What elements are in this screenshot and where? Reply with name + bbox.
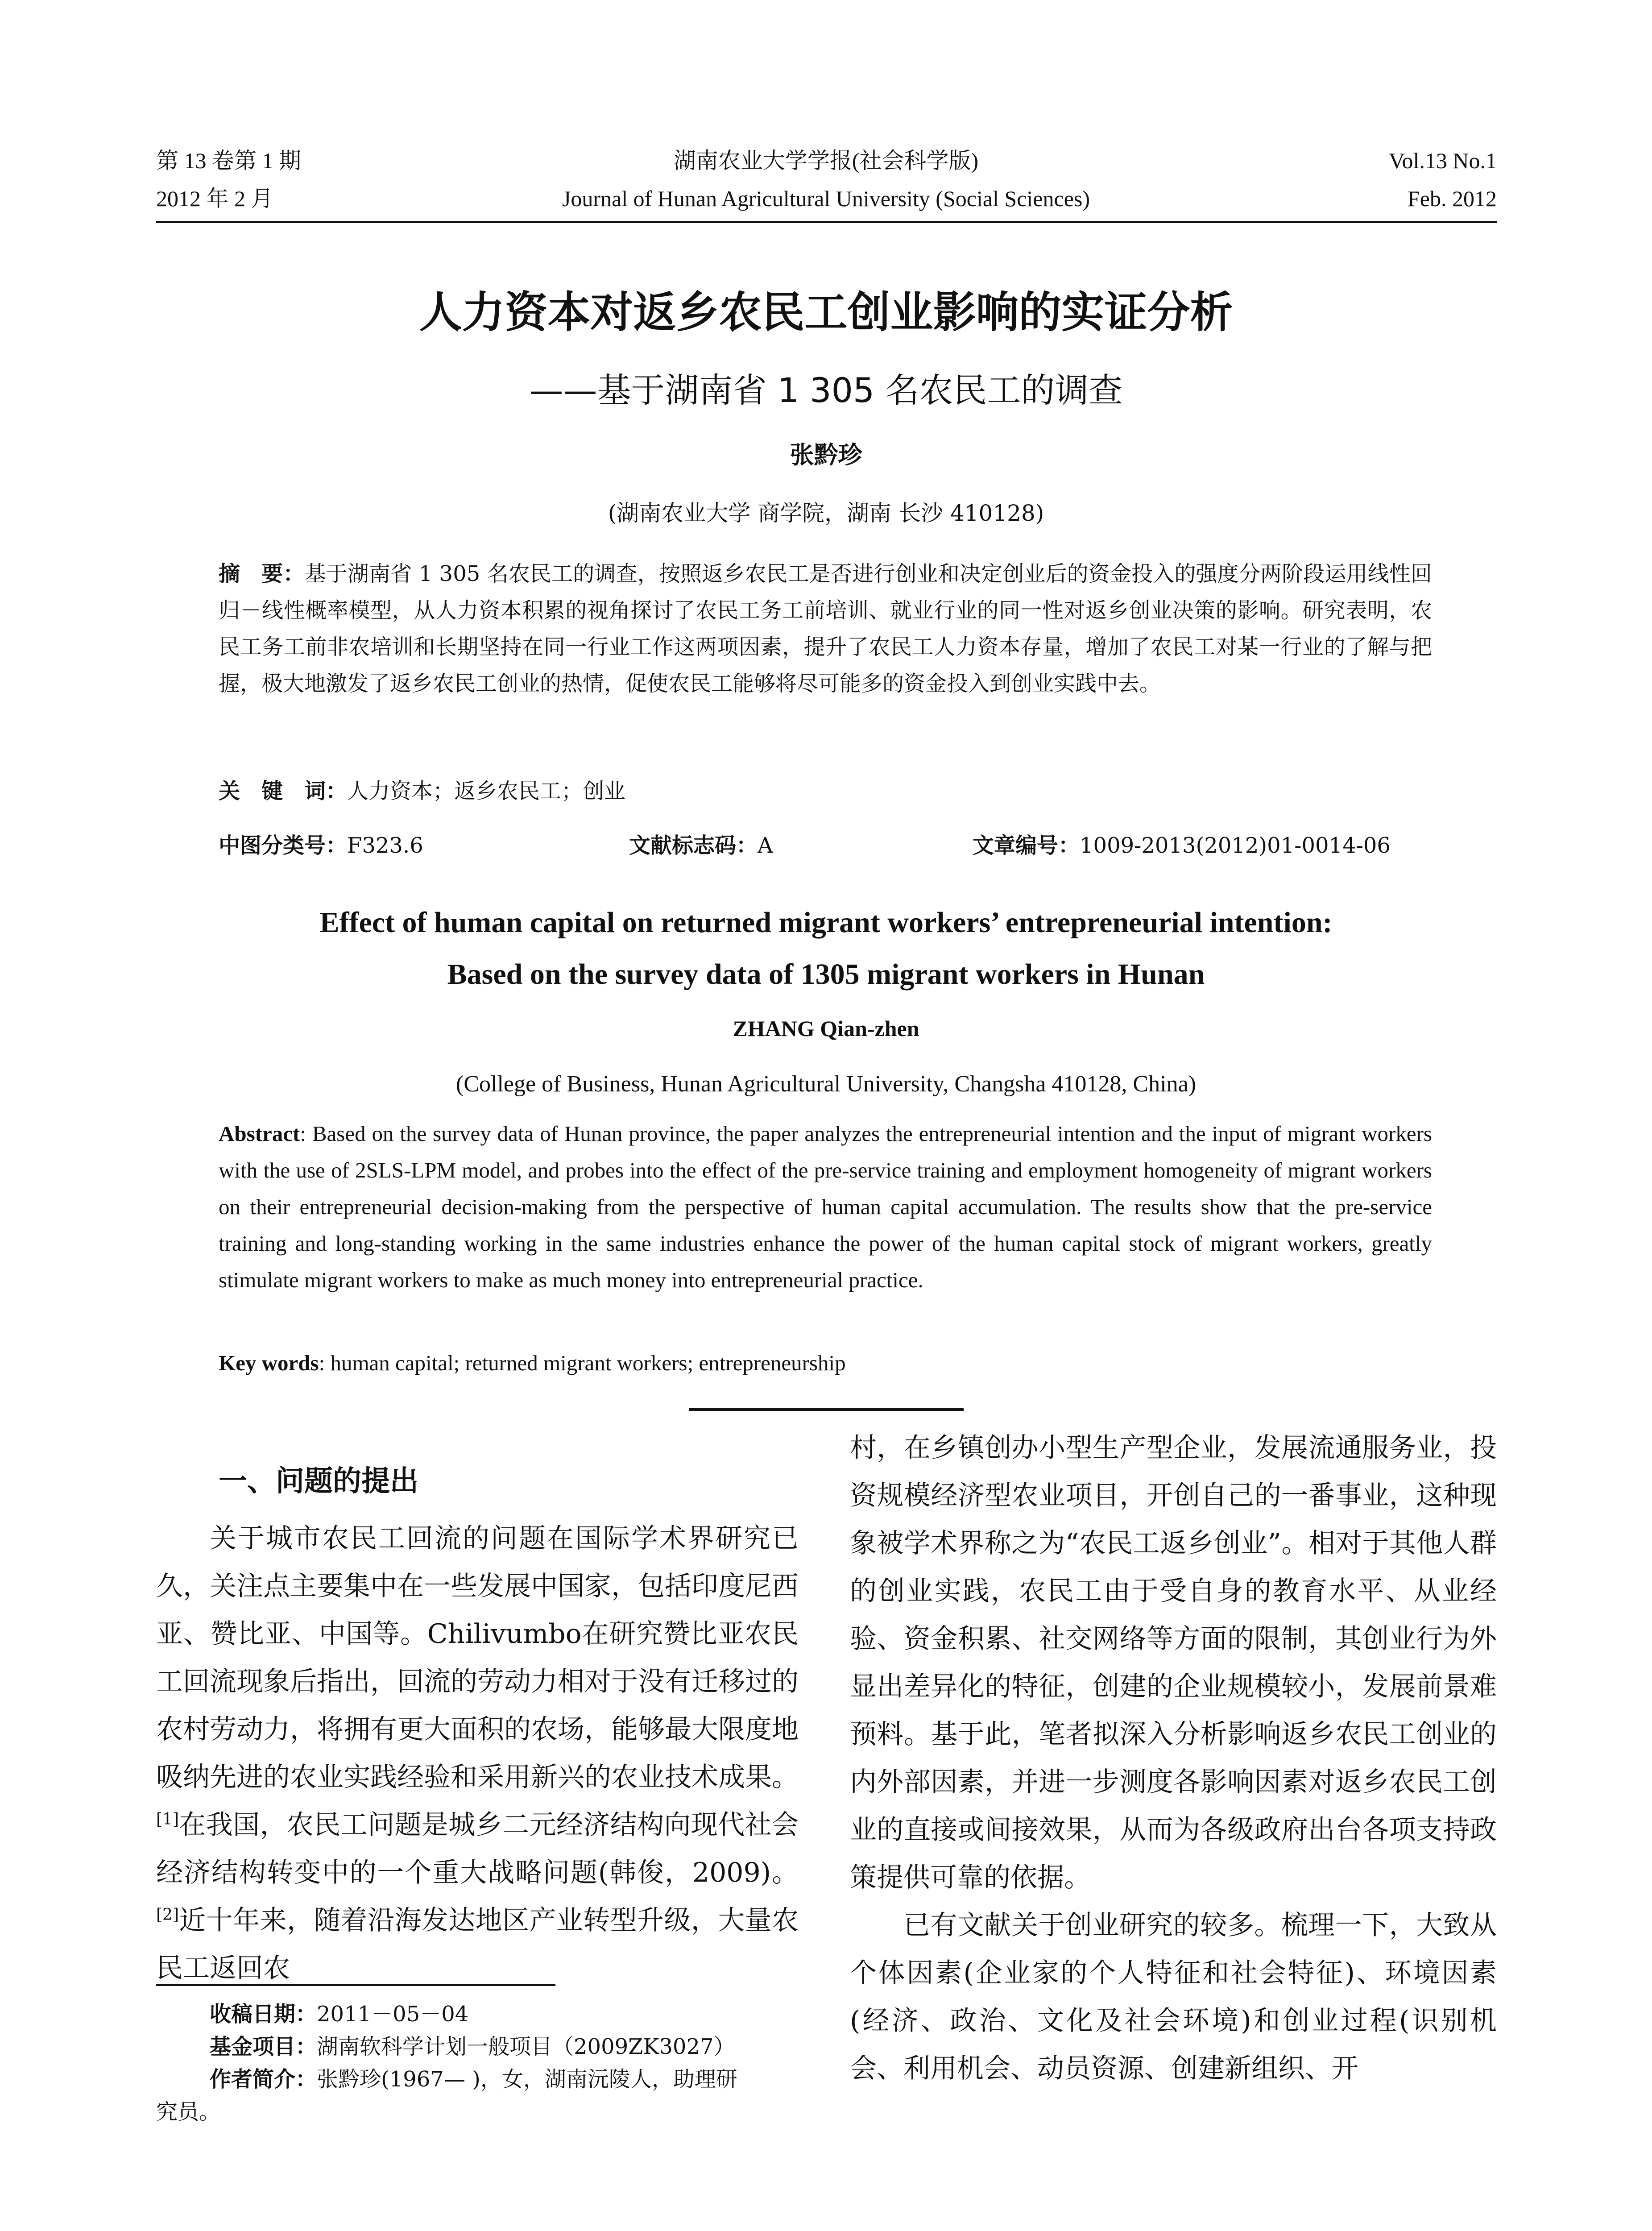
abstract-cn-label: 摘 要： bbox=[219, 561, 305, 586]
article-number bbox=[973, 830, 1391, 861]
doc-label: 文献标志码： bbox=[629, 833, 758, 858]
keywords-cn-text: 人力资本；返乡农民工；创业 bbox=[347, 779, 626, 804]
para1-part3: 近十年来，随着沿海发达地区产业转型升级，大量农民工返回农 bbox=[156, 1905, 799, 1984]
header-volume-issue-cn: 第 13 卷第 1 期 bbox=[156, 148, 301, 173]
body-paragraph-2: 已有文献关于创业研究的较多。梳理一下，大致从个体因素(企业家的个人特征和社会特征)、环境因素(经济、政治、文化及社会环境)和创业过程(识别机会、利用机会、动员资源、创建新组织、开 bbox=[850, 1910, 1497, 2084]
abstract-cn bbox=[219, 556, 1432, 702]
citation-1[interactable]: [1] bbox=[156, 1810, 179, 1829]
abstract-en bbox=[219, 1116, 1432, 1298]
author-cn: 张黔珍 bbox=[790, 441, 862, 469]
keywords-cn bbox=[219, 775, 1432, 807]
author-bio-value: 张黔珍(1967— )，女，湖南沅陵人，助理研 bbox=[317, 2067, 737, 2092]
footnote-received bbox=[156, 1998, 799, 2031]
body-paragraph-1-cont: 村，在乡镇创办小型生产型企业，发展流通服务业，投资规模经济型农业项目，开创自己的一番事业，这种现象被学术界称之为“农民工返乡创业”。相对于其他人群的创业实践，农民工由于受自身的教育水平、从业经验、资金积累、社交网络等方面的限制，其创业行为外显出差异化的特征，创建的企业规模较小，发展前景难预料。基于此，笔者拟深入分析影响返乡农民工创业的内外部因素，并进一步测度各影响因素对返乡农民工创业的直接或间接效果，从而为各级政府出台各项支持政策提供可靠的依据。 bbox=[850, 1432, 1497, 1893]
keywords-cn-label: 关 键 词： bbox=[219, 779, 348, 804]
header-journal-en: Journal of Hunan Agricultural University (Social Sciences) bbox=[562, 186, 1090, 211]
section-heading-1: 一、问题的提出 bbox=[219, 1465, 418, 1498]
body-left-column bbox=[156, 1515, 799, 1992]
paper-title-en-line1: Effect of human capital on returned migrant workers’ entrepreneurial intention: bbox=[319, 906, 1333, 939]
abstract-separator bbox=[689, 1408, 964, 1411]
clc-code bbox=[219, 830, 423, 861]
para1-part2: 在我国，农民工问题是城乡二元经济结构向现代社会经济结构转变中的一个重大战略问题(韩俊，2009)。 bbox=[156, 1809, 799, 1888]
doc-code bbox=[629, 830, 773, 861]
header-volume-issue-en: Vol.13 No.1 bbox=[1388, 148, 1497, 173]
keywords-en bbox=[219, 1348, 1432, 1379]
fund-label: 基金项目： bbox=[210, 2034, 317, 2059]
paper-title-en-line2: Based on the survey data of 1305 migrant workers in Hunan bbox=[447, 958, 1205, 991]
received-value: 2011－05－04 bbox=[317, 2002, 469, 2027]
header-date-cn: 2012 年 2 月 bbox=[156, 186, 273, 211]
footnote-fund bbox=[156, 2031, 799, 2063]
abstract-cn-text: 基于湖南省 1 305 名农民工的调查，按照返乡农民工是否进行创业和决定创业后的资金投入的强度分两阶段运用线性回归－线性概率模型，从人力资本积累的视角探讨了农民工务工前培训、就业行业的同一性对返乡创业决策的影响。研究表明，农民工务工前非农培训和长期坚持在同一行业工作这两项因素，提升了农民工人力资本存量，增加了农民工对某一行业的了解与把握，极大地激发了返乡农民工创业的热情，促使农民工能够将尽可能多的资金投入到创业实践中去。 bbox=[219, 561, 1432, 696]
received-label: 收稿日期： bbox=[210, 2002, 317, 2027]
doc-value: A bbox=[758, 833, 773, 858]
clc-label: 中图分类号： bbox=[219, 833, 348, 858]
article-label: 文章编号： bbox=[973, 833, 1080, 858]
abstract-en-label: Abstract bbox=[219, 1121, 300, 1146]
article-value: 1009-2013(2012)01-0014-06 bbox=[1080, 833, 1391, 858]
footnote-author bbox=[156, 2063, 799, 2096]
clc-value: F323.6 bbox=[347, 833, 423, 858]
author-en: ZHANG Qian-zhen bbox=[733, 1016, 919, 1041]
header-journal-cn: 湖南农业大学学报(社会科学版) bbox=[673, 148, 979, 173]
body-paragraph-1 bbox=[156, 1515, 799, 1992]
keywords-en-text: : human capital; returned migrant workers; entrepreneurship bbox=[319, 1351, 846, 1375]
footnote-rule bbox=[156, 1984, 555, 1986]
footnotes bbox=[156, 1998, 799, 2128]
footnote-author-cont: 究员。 bbox=[156, 2099, 221, 2124]
affiliation-en: (College of Business, Hunan Agricultural University, Changsha 410128, China) bbox=[456, 1071, 1196, 1097]
para1-part1: 关于城市农民工回流的问题在国际学术界研究已久，关注点主要集中在一些发展中国家，包括印度尼西亚、赞比亚、中国等。Chilivumbo在研究赞比亚农民工回流现象后指出，回流的劳动力相对于没有迁移过的农村劳动力，将拥有更大面积的农场，能够最大限度地吸纳先进的农业实践经验和采用新兴的农业技术成果。 bbox=[156, 1523, 799, 1793]
body-right-column bbox=[850, 1424, 1497, 2093]
paper-subtitle-cn: ——基于湖南省 1 305 名农民工的调查 bbox=[529, 370, 1123, 410]
paper-title-en bbox=[0, 897, 1652, 1000]
paper-title-cn: 人力资本对返乡农民工创业影响的实证分析 bbox=[419, 287, 1233, 337]
abstract-en-text: : Based on the survey data of Hunan province, the paper analyzes the entrepreneurial intention and the input of migrant workers with the use of 2SLS-LPM model, and probes into the effect of the pre-service training and employment homogeneity of migrant workers on their entrepreneurial decision-making from the perspective of human capital accumulation. The results show that the pre-service training and long-standing working in the same industries enhance the power of the human capital stock of migrant workers, greatly stimulate migrant workers to make as much money into entrepreneurial practice. bbox=[219, 1121, 1432, 1292]
header-date-en: Feb. 2012 bbox=[1408, 186, 1497, 211]
fund-value: 湖南软科学计划一般项目（2009ZK3027） bbox=[317, 2034, 735, 2059]
affiliation-cn: (湖南农业大学 商学院，湖南 长沙 410128) bbox=[608, 500, 1044, 526]
author-bio-label: 作者简介： bbox=[210, 2067, 317, 2092]
citation-2[interactable]: [2] bbox=[156, 1906, 179, 1924]
keywords-en-label: Key words bbox=[219, 1351, 319, 1375]
header-rule bbox=[156, 221, 1497, 223]
